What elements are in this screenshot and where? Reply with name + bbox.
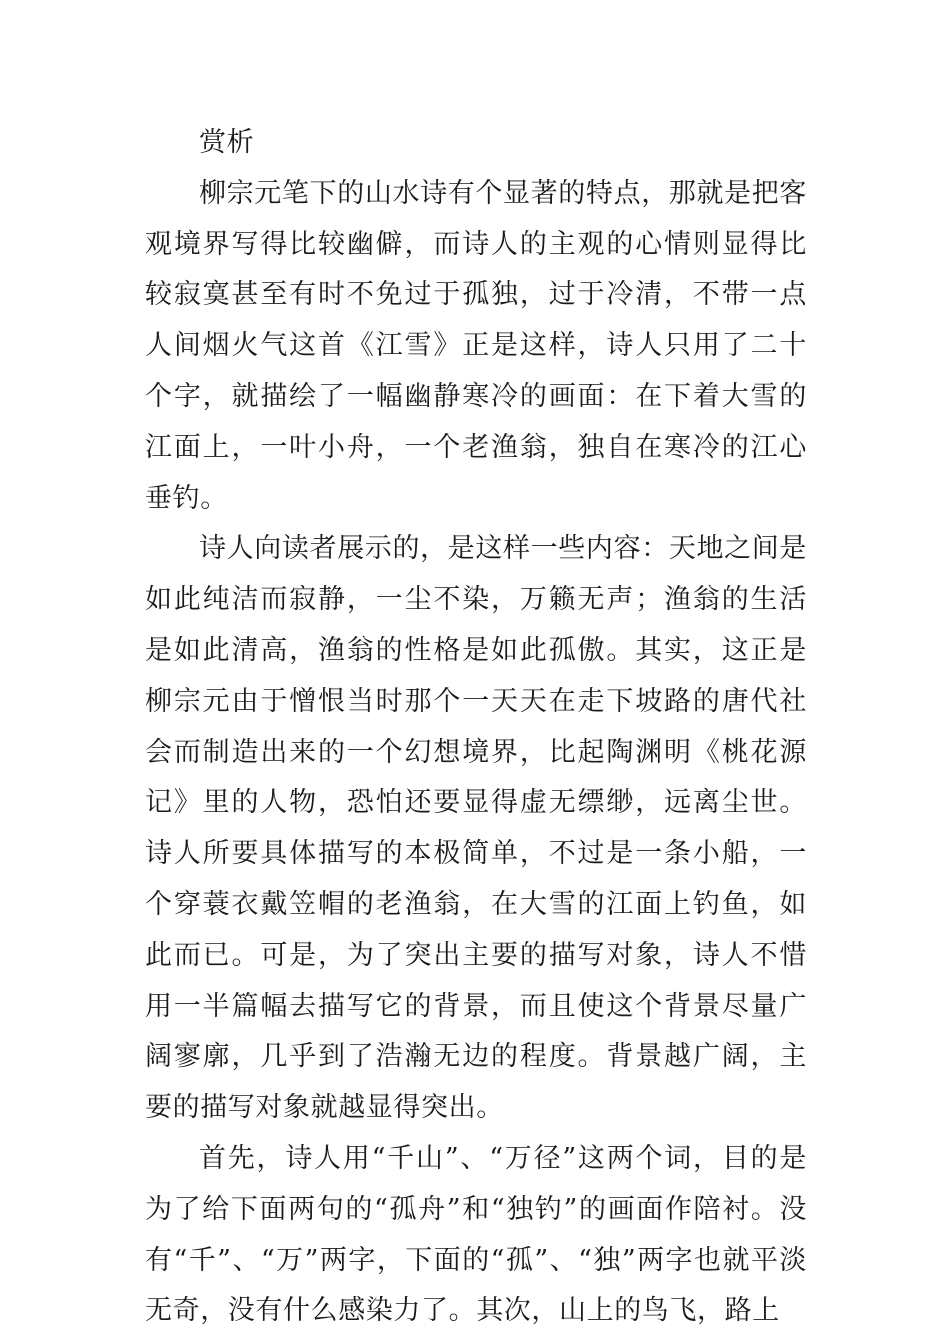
paragraph-3: 首先，诗人用“千山”、“万径”这两个词，目的是为了给下面两句的“孤舟”和“独钓”的画面作陪衬。没有“千”、“万”两字，下面的“孤”、“独”两字也就平淡无奇，没有什么感染力了。其次，山上的鸟飞，路上 — [145, 1142, 807, 1327]
document-body — [145, 118, 807, 1337]
paragraph-2: 诗人向读者展示的，是这样一些内容：天地之间是如此纯洁而寂静，一尘不染，万籁无声；渔翁的生活是如此清高，渔翁的性格是如此孤傲。其实，这正是柳宗元由于憎恨当时那个一天天在走下坡路的唐代社会而制造出来的一个幻想境界，比起陶渊明《桃花源记》里的人物，恐怕还要显得虚无缥缈，远离尘世。诗人所要具体描写的本极简单，不过是一条小船，一个穿蓑衣戴笠帽的老渔翁，在大雪的江面上钓鱼，如此而已。可是，为了突出主要的描写对象，诗人不惜用一半篇幅去描写它的背景，而且使这个背景尽量广阔寥廓，几乎到了浩瀚无边的程度。背景越广阔，主要的描写对象就越显得突出。 — [145, 533, 807, 1124]
paragraph-1: 柳宗元笔下的山水诗有个显著的特点，那就是把客观境界写得比较幽僻，而诗人的主观的心情则显得比较寂寞甚至有时不免过于孤独，过于冷清，不带一点人间烟火气这首《江雪》正是这样，诗人只用了二十个字，就描绘了一幅幽静寒冷的画面：在下着大雪的江面上，一叶小舟，一个老渔翁，独自在寒冷的江心垂钓。 — [145, 177, 807, 514]
section-heading: 赏析 — [199, 127, 255, 158]
